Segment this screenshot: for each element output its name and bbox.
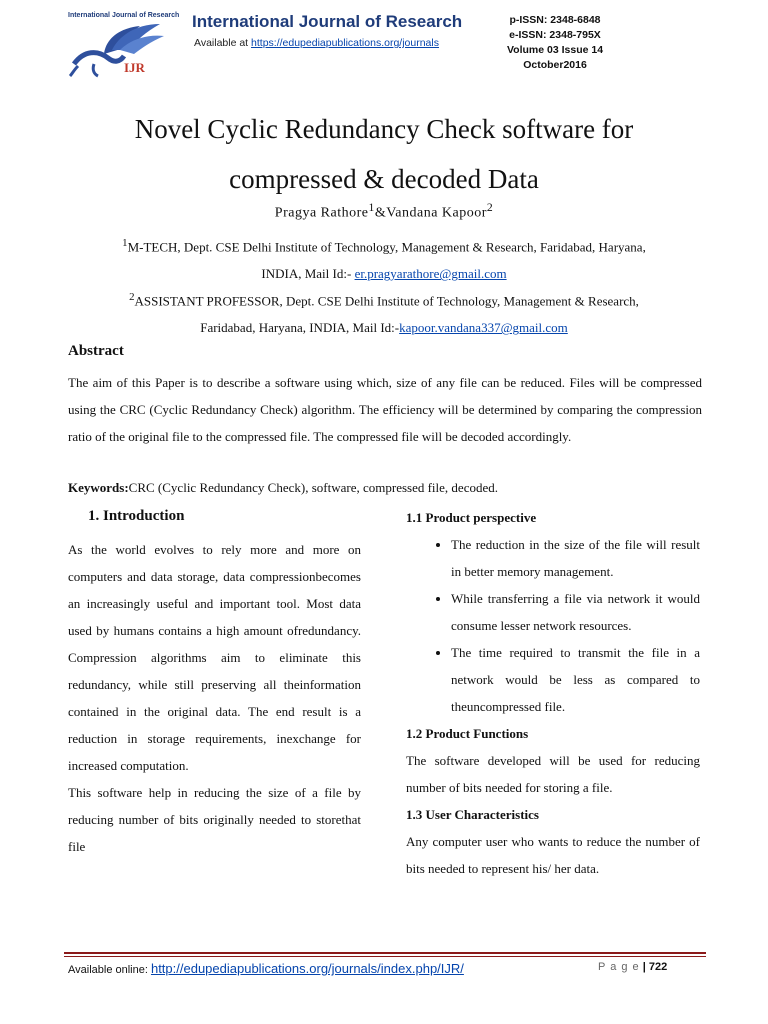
affiliation-2	[66, 284, 702, 341]
intro-paragraph-2: This software help in reducing the size of a file by reducing number of bits originally needed to storethat file	[68, 785, 361, 854]
page-sep: |	[639, 961, 649, 973]
page-label: P a g e	[598, 961, 640, 973]
page-num: 722	[648, 961, 668, 973]
aff2-email-link[interactable]: kapoor.vandana337@gmail.com	[399, 320, 568, 336]
paper-title	[60, 104, 708, 204]
winged-horse-icon	[64, 20, 174, 78]
list-item: • The reduction in the size of the file will result in better memory management.	[451, 531, 700, 585]
aff1-email-link[interactable]: er.pragyarathore@gmail.com	[354, 266, 507, 282]
issue-date: October2016	[523, 59, 587, 71]
affiliation-1	[66, 230, 702, 287]
keywords-text: CRC (Cyclic Redundancy Check), software, compressed file, decoded.	[128, 480, 498, 495]
product-perspective-heading: 1.1 Product perspective	[406, 510, 537, 525]
keywords-label: Keywords:	[68, 480, 129, 495]
journal-title: International Journal of Research	[192, 12, 463, 31]
page-number	[598, 961, 667, 973]
aff2-line2: Faridabad, Haryana, INDIA, Mail Id:-	[200, 320, 400, 336]
footer-rule	[64, 952, 706, 954]
aff1-line2: INDIA, Mail Id:-	[261, 266, 355, 282]
product-functions-heading: 1.2 Product Functions	[406, 726, 529, 741]
aff2-sup: 2	[129, 291, 135, 303]
available-at-label: Available at	[194, 37, 252, 49]
author-sep: &	[374, 205, 387, 221]
intro-paragraph-1: As the world evolves to rely more and more on computers and data storage, data compressionbecomes an increasingly useful and important tool. Most data used by humans contains a high amount ofredundancy. Compression algorithms aim to eliminate this redundancy, while still preserving all theinformation contained in the original data. The end result is a reduction in storage requirements, inexchange for increased computation.	[68, 542, 361, 773]
user-characteristics-heading: 1.3 User Characteristics	[406, 807, 539, 822]
product-functions-text: The software developed will be used for reducing number of bits needed for storing a file.	[406, 753, 700, 795]
authors	[0, 201, 768, 222]
footer-rule-thin	[64, 956, 706, 957]
product-perspective-list	[406, 531, 700, 720]
intro-heading: 1. Introduction	[88, 508, 185, 524]
footer-url-link[interactable]: http://edupediapublications.org/journals/index.php/IJR/	[150, 961, 464, 976]
abstract-heading: Abstract	[68, 343, 124, 359]
aff1-sup: 1	[122, 237, 128, 249]
volume-issue: Volume 03 Issue 14	[506, 44, 604, 56]
p-issn: p-ISSN: 2348-6848	[509, 14, 601, 26]
e-issn: e-ISSN: 2348-795X	[509, 29, 601, 41]
right-column	[406, 504, 700, 882]
journal-logo	[64, 12, 180, 78]
author-1-sup: 1	[368, 201, 375, 214]
footer-available-label: Available online:	[68, 964, 151, 976]
title-line-1: Novel Cyclic Redundancy Check software for	[134, 114, 634, 144]
author-2: Vandana Kapoor	[386, 205, 487, 221]
author-2-sup: 2	[486, 201, 494, 214]
issn-block	[505, 13, 605, 73]
aff2-line1: ASSISTANT PROFESSOR, Dept. CSE Delhi Institute of Technology, Management & Research,	[134, 293, 639, 309]
list-item: • While transferring a file via network it would consume lesser network resources.	[451, 585, 700, 639]
journal-availability	[194, 37, 439, 49]
title-line-2: compressed & decoded Data	[229, 164, 539, 194]
keywords	[68, 480, 498, 496]
intro-body	[68, 536, 361, 860]
abstract-text: The aim of this Paper is to describe a software using which, size of any file can be reduced. Files will be compressed using the CRC (Cyclic Redundancy Check) algorithm. The efficiency will be determined by comparing the compression ratio of the original file to the compressed file. The compressed file will be decoded accordingly.	[68, 375, 702, 444]
logo-mark: IJR	[124, 60, 145, 75]
user-characteristics-text: Any computer user who wants to reduce the number of bits needed to represent his/ her data.	[406, 834, 700, 876]
list-item: • The time required to transmit the file in a network would be less as compared to theuncompressed file.	[451, 639, 700, 720]
footer-availability	[68, 961, 464, 976]
author-1: Pragya Rathore	[274, 205, 369, 221]
aff1-line1: M-TECH, Dept. CSE Delhi Institute of Technology, Management & Research, Faridabad, Haryana,	[127, 239, 646, 255]
journal-url-link[interactable]: https://edupediapublications.org/journals	[251, 37, 439, 49]
logo-caption: International Journal of Research	[68, 12, 180, 19]
